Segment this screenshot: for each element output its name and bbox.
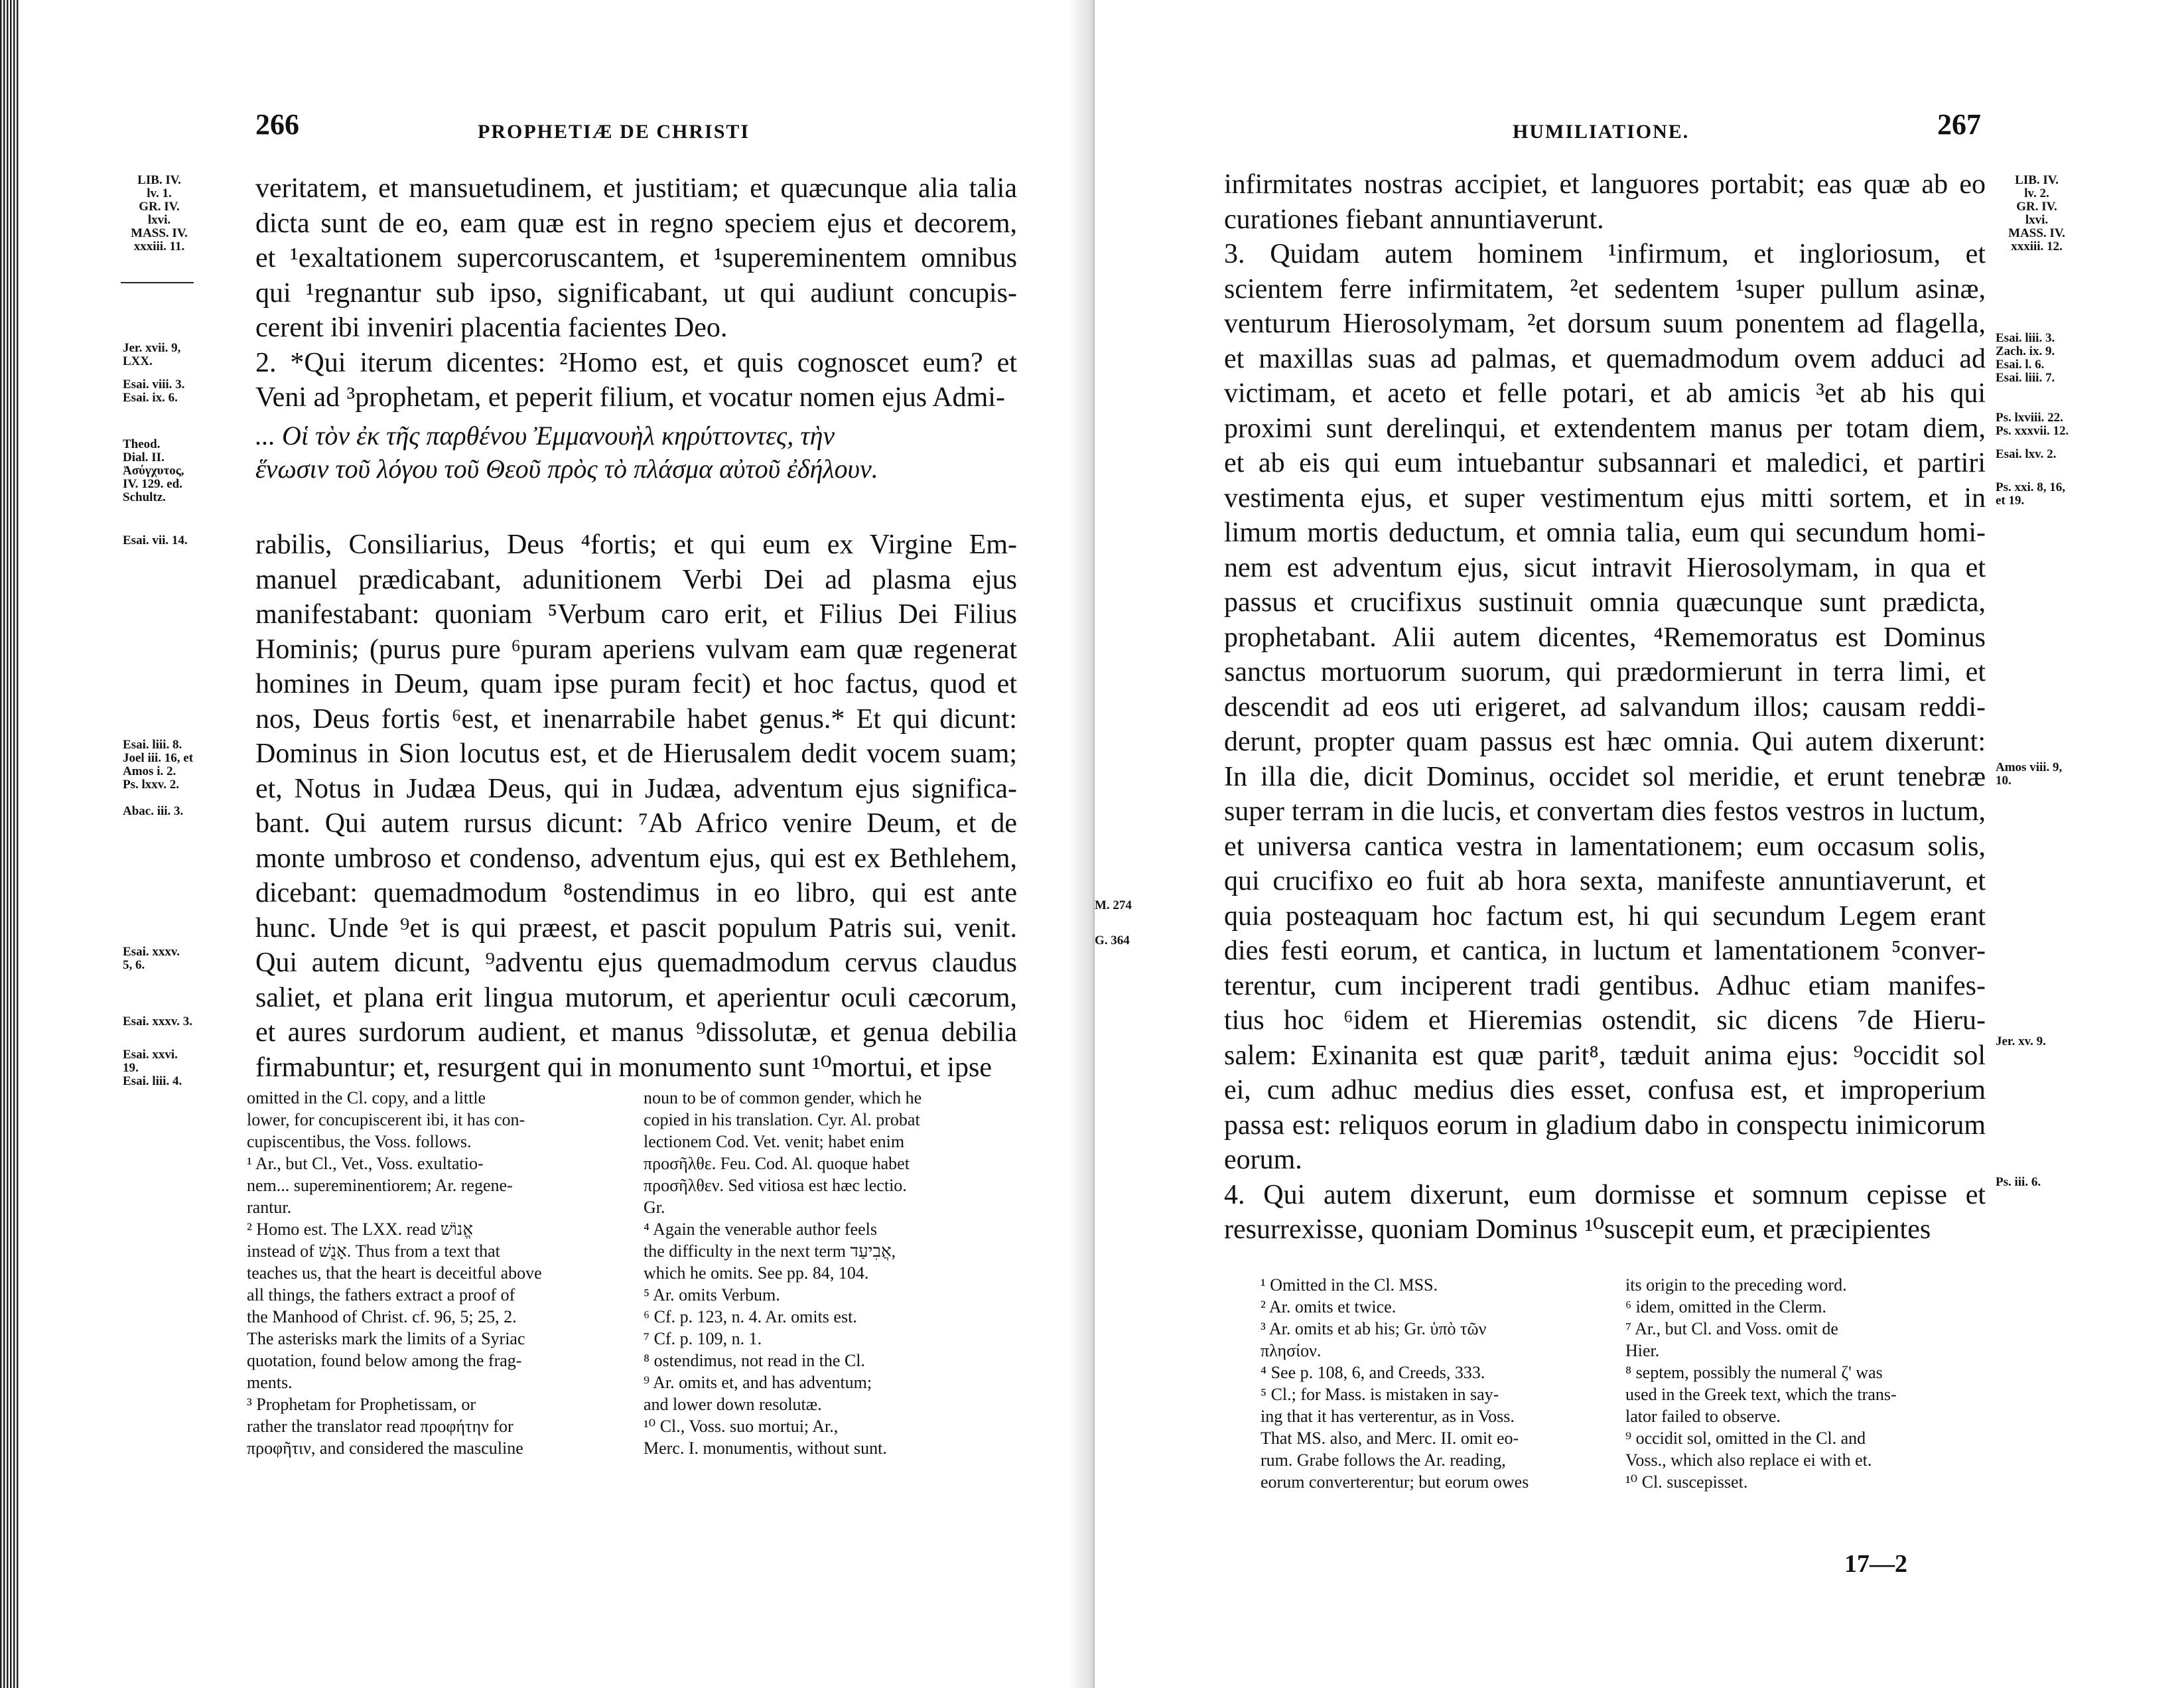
- text-line: et ab eis qui eum intuebantur subsannari et maledici, et partiri: [1224, 448, 1986, 478]
- margin-note-line: xxxiii. 12.: [2011, 240, 2063, 253]
- text-line: Dominus in Sion locutus est, et de Hierusalem dedit vocem suam;: [255, 738, 1017, 769]
- right-running-header: HUMILIATIONE.: [1513, 121, 1690, 143]
- margin-note-line: et 19.: [1996, 494, 2025, 508]
- text-line: vestimenta ejus, et super vestimentum ejus mitti sortem, et in: [1224, 482, 1986, 514]
- signature-mark: 17—2: [1844, 1550, 1907, 1578]
- margin-note: [1996, 332, 2055, 385]
- footnote-line: προφῆτιν, and considered the masculine: [247, 1439, 523, 1458]
- margin-note-line: Dial. II.: [123, 451, 165, 464]
- text-line: venturum Hierosolymam, ²et dorsum suum ponentem ad flagella,: [1224, 309, 1986, 339]
- text-line: manifestabant: quoniam ⁵Verbum caro erit, et Filius Dei Filius: [255, 599, 1017, 630]
- margin-note-line: Jer. xv. 9.: [1996, 1034, 2046, 1048]
- margin-note-line: Abac. iii. 3.: [123, 804, 184, 818]
- margin-note-line: MASS. IV.: [2008, 226, 2065, 240]
- footnote-line: πλησίον.: [1261, 1341, 1322, 1360]
- text-line: 2. *Qui iterum dicentes: ²Homo est, et quis cognoscet eum? et: [255, 347, 1017, 378]
- text-line: curationes fiebant annuntiaverunt.: [1224, 204, 1604, 235]
- text-line: infirmitates nostras accipiet, et languores portabit; eas quæ ab eo: [1224, 169, 1986, 200]
- text-line: terentur, cum inciperent tradi gentibus. Adhuc etiam manifes-: [1224, 970, 1986, 1001]
- text-line: cerent ibi inveniri placentia facientes Deo.: [255, 313, 728, 343]
- footnote-line: ⁴ Again the venerable author feels: [644, 1220, 877, 1239]
- footnote-line: ⁶ Cf. p. 123, n. 4. Ar. omits est.: [644, 1307, 857, 1326]
- text-line: In illa die, dicit Dominus, occidet sol meridie, et erunt tenebræ: [1224, 761, 1986, 792]
- footnote-line: the Manhood of Christ. cf. 96, 5; 25, 2.: [247, 1307, 517, 1326]
- footnote-line: ¹⁰ Cl. suscepisset.: [1625, 1472, 1748, 1492]
- text-line: dicebant: quemadmodum ⁸ostendimus in eo libro, qui est ante: [255, 878, 1017, 908]
- footnote-line: used in the Greek text, which the trans-: [1625, 1385, 1897, 1404]
- margin-note: [123, 1048, 178, 1075]
- text-line: nos, Deus fortis ⁶est, et inenarrabile habet genus.* Et qui dicunt:: [255, 703, 1017, 735]
- footnote-line: omitted in the Cl. copy, and a little: [247, 1088, 486, 1107]
- text-line: Veni ad ³prophetam, et peperit filium, et vocatur nomen ejus Admi-: [255, 382, 1005, 413]
- margin-rule: [121, 282, 194, 283]
- text-line: dicta sunt de eo, eam quæ est in regno speciem ejus et decorem,: [255, 208, 1017, 239]
- footnote-line: lower, for concupiscerent ibi, it has con-: [247, 1110, 525, 1129]
- footnote-line: ¹ Omitted in the Cl. MSS.: [1261, 1275, 1438, 1295]
- margin-note-line: Esai. vii. 14.: [123, 533, 188, 547]
- footnote-line: lectionem Cod. Vet. venit; habet enim: [644, 1132, 905, 1151]
- margin-note-line: 19.: [123, 1061, 139, 1075]
- text-line: firmabuntur; et, resurgent qui in monumento sunt ¹⁰mortui, et ipse: [255, 1052, 992, 1083]
- margin-note-line: Esai. liii. 4.: [123, 1074, 182, 1088]
- margin-note: [123, 1015, 192, 1028]
- margin-note: [1996, 411, 2069, 438]
- margin-note: [123, 342, 180, 368]
- margin-note-line: Theod.: [123, 437, 161, 451]
- margin-note: [123, 174, 196, 253]
- left-page: [0, 0, 1088, 1688]
- footnote-line: ¹ Ar., but Cl., Vet., Voss. exultatio-: [247, 1154, 484, 1173]
- text-line: et maxillas suas ad palmas, et quemadmodum ovem adduci ad: [1224, 343, 1986, 374]
- footnote-line: lator failed to observe.: [1625, 1407, 1781, 1426]
- greek-quotation: [255, 419, 1017, 486]
- footnote-line: ⁸ ostendimus, not read in the Cl.: [644, 1351, 866, 1370]
- margin-note-line: Ps. lxxv. 2.: [123, 778, 179, 792]
- footnote-line: copied in his translation. Cyr. Al. probat: [644, 1110, 920, 1129]
- margin-note: [123, 1075, 182, 1088]
- margin-note-line: Ἀσύγχυτος,: [123, 464, 184, 478]
- text-line: et, Notus in Judæa Deus, qui in Judæa, adventum ejus significa-: [255, 773, 1017, 804]
- footnote-line: προσῆλθε. Feu. Cod. Al. quoque habet: [644, 1154, 910, 1173]
- text-line: super terram in die lucis, et convertam dies festos vestros in luctum,: [1224, 796, 1986, 827]
- margin-note-line: GR. IV.: [2016, 200, 2057, 214]
- footnote-line: rum. Grabe follows the Ar. reading,: [1261, 1450, 1506, 1470]
- text-line: Hominis; (purus pure ⁶puram aperiens vulvam eam quæ regenerat: [255, 634, 1017, 665]
- margin-note: [1997, 174, 2077, 253]
- margin-note-line: Ps. xxxvii. 12.: [1996, 424, 2069, 438]
- footnote-line: ⁹ occidit sol, omitted in the Cl. and: [1625, 1429, 1866, 1448]
- margin-note-line: Esai. xxxv.: [123, 945, 180, 959]
- margin-note-line: Ps. iii. 6.: [1996, 1175, 2041, 1189]
- footnote-line: ⁴ See p. 108, 6, and Creeds, 333.: [1261, 1363, 1485, 1382]
- margin-note: [123, 438, 184, 504]
- text-line: victimam, et aceto et felle potari, et ab amicis ³et ab his qui: [1224, 378, 1986, 409]
- text-line: homines in Deum, quam ipse puram fecit) et hoc factus, quod et: [255, 669, 1017, 699]
- footnote-line: ing that it has verterentur, as in Voss.: [1261, 1407, 1515, 1426]
- footnote-line: Gr.: [644, 1198, 665, 1217]
- right-page: [1095, 0, 2184, 1688]
- edition-mark: M. 274: [1095, 898, 1132, 912]
- footnote-line: ⁹ Ar. omits et, and has adventum;: [644, 1373, 872, 1392]
- text-line: bant. Qui autem rursus dicunt: ⁷Ab Africo venire Deum, et de: [255, 808, 1017, 839]
- edition-mark: G. 364: [1095, 934, 1130, 948]
- footnote-line: ⁵ Cl.; for Mass. is mistaken in say-: [1261, 1385, 1499, 1404]
- margin-note-line: lxvi.: [2025, 213, 2049, 227]
- footnote-line: instead of אָנֻשׁ. Thus from a text that: [247, 1241, 500, 1261]
- right-body-text: [1224, 167, 1986, 1247]
- margin-note-line: xxxiii. 11.: [133, 240, 185, 253]
- right-page-number: 267: [1937, 108, 1981, 141]
- margin-note-line: lxvi.: [147, 213, 171, 227]
- margin-note: [123, 534, 188, 547]
- footnote-line: rather the translator read προφήτην for: [247, 1417, 513, 1436]
- footnote-line: eorum converterentur; but eorum owes: [1261, 1472, 1529, 1492]
- text-line: passus et crucifixus sustinuit omnia quæcunque sunt prædicta,: [1224, 587, 1986, 618]
- greek-line: ἕνωσιν τοῦ λόγου τοῦ Θεοῦ πρὸς τὸ πλάσμα αὐτοῦ ἐδήλουν.: [255, 454, 878, 484]
- footnote-line: ⁷ Cf. p. 109, n. 1.: [644, 1329, 762, 1348]
- margin-note-line: Schultz.: [123, 490, 166, 504]
- footnote-line: nem... supereminentiorem; Ar. regene-: [247, 1176, 513, 1195]
- margin-note-line: LXX.: [123, 354, 153, 368]
- text-line: eorum.: [1224, 1145, 1302, 1175]
- footnote-line: ³ Prophetam for Prophetissam, or: [247, 1395, 476, 1414]
- margin-note: [1996, 448, 2056, 461]
- left-body-text: [255, 171, 1017, 415]
- text-line: monte umbroso et condenso, adventum ejus, qui est ex Bethlehem,: [255, 843, 1017, 874]
- margin-note: [1996, 481, 2065, 508]
- left-footnotes-column-1: [247, 1087, 615, 1459]
- text-line: ei, cum adhuc medius dies esset, confusa est, et improperium: [1224, 1075, 1986, 1105]
- footnote-line: which he omits. See pp. 84, 104.: [644, 1263, 869, 1283]
- text-line: salem: Exinanita est quæ parit⁸, tæduit anima ejus: ⁹occidit sol: [1224, 1040, 1986, 1071]
- text-line: nem est adventum ejus, sicut intravit Hierosolymam, in qua et: [1224, 552, 1986, 583]
- margin-note: [123, 738, 193, 792]
- margin-note-line: Ps. xxi. 8, 16,: [1996, 480, 2066, 494]
- left-body-text-continued: [255, 528, 1017, 1085]
- margin-note-line: Esai. viii. 3.: [123, 378, 185, 391]
- text-line: qui crucifixo eo fuit ab hora sexta, manifeste annuntiaverunt, et: [1224, 866, 1986, 896]
- right-footnotes-column-1: [1261, 1274, 1605, 1493]
- footnote-line: all things, the fathers extract a proof of: [247, 1285, 515, 1304]
- margin-note-line: Amos viii. 9,: [1996, 760, 2063, 774]
- footnote-line: the difficulty in the next term אֲבִיעַד,: [644, 1241, 896, 1261]
- margin-note-line: LIB. IV.: [137, 173, 181, 187]
- margin-note: [123, 946, 180, 972]
- left-footnotes-column-2: [644, 1087, 1015, 1459]
- text-line: dies festi eorum, et cantica, in luctum et lamentationem ⁵conver-: [1224, 936, 1986, 966]
- footnote-line: ¹⁰ Cl., Voss. suo mortui; Ar.,: [644, 1417, 839, 1436]
- text-line: Qui autem dicunt, ⁹adventu ejus quemadmodum cervus claudus: [255, 948, 1017, 978]
- text-line: qui ¹regnantur sub ipso, significabant, ut qui audiunt concupis-: [255, 277, 1017, 309]
- text-line: hunc. Unde ⁹et is qui præest, et pascit populum Patris sui, venit.: [255, 912, 1017, 944]
- left-running-header: PROPHETIÆ DE CHRISTI: [478, 121, 750, 143]
- text-line: quia posteaquam hoc factum est, hi qui secundum Legem erant: [1224, 900, 1986, 932]
- margin-note-line: Esai. xxvi.: [123, 1048, 178, 1062]
- footnote-line: teaches us, that the heart is deceitful above: [247, 1263, 542, 1283]
- text-line: 3. Quidam autem hominem ¹infirmum, et ingloriosum, et: [1224, 239, 1986, 269]
- text-line: et aures surdorum audient, et manus ⁹dissolutæ, et genua debilia: [255, 1017, 1017, 1048]
- margin-note: [123, 378, 184, 405]
- footnote-line: ² Homo est. The LXX. read אֱנוֹשׁ: [247, 1220, 473, 1239]
- margin-note-line: lv. 1.: [147, 186, 172, 200]
- footnote-line: That MS. also, and Merc. II. omit eo-: [1261, 1429, 1519, 1448]
- footnote-line: rantur.: [247, 1198, 292, 1217]
- text-line: limum mortis deductum, et omnia talia, eum qui secundum homi-: [1224, 518, 1986, 548]
- margin-note: [123, 805, 183, 818]
- footnote-line: ⁸ septem, possibly the numeral ζ' was: [1625, 1363, 1883, 1382]
- margin-note-line: GR. IV.: [139, 200, 180, 214]
- footnote-line: ³ Ar. omits et ab his; Gr. ὑπὸ τῶν: [1261, 1319, 1487, 1338]
- footnote-line: The asterisks mark the limits of a Syriac: [247, 1329, 525, 1348]
- margin-note-line: Ps. lxviii. 22.: [1996, 411, 2063, 425]
- footnote-line: quotation, found below among the frag-: [247, 1351, 522, 1370]
- footnote-line: ⁶ idem, omitted in the Clerm.: [1625, 1297, 1826, 1316]
- footnote-line: ⁵ Ar. omits Verbum.: [644, 1285, 780, 1304]
- margin-note: [1996, 1176, 2041, 1189]
- margin-note-line: 10.: [1996, 774, 2012, 788]
- text-line: passa est: reliquos eorum in gladium dabo in conspectu inimicorum: [1224, 1109, 1986, 1141]
- text-line: proximi sunt derelinqui, et extendentem manus per totam diem,: [1224, 413, 1986, 444]
- greek-line: ... Οἱ τὸν ἐκ τῆς παρθένου Ἐμμανουὴλ κηρύττοντες, τὴν: [255, 421, 835, 451]
- margin-note-line: Esai. lxv. 2.: [1996, 447, 2057, 461]
- margin-note-line: Amos i. 2.: [123, 764, 176, 778]
- text-line: veritatem, et mansuetudinem, et justitiam; et quæcunque alia talia: [255, 173, 1017, 204]
- footnote-line: and lower down resolutæ.: [644, 1395, 822, 1414]
- text-line: et universa cantica vestra in lamentationem; eum occasum solis,: [1224, 831, 1986, 862]
- margin-note-line: Esai. liii. 8.: [123, 738, 182, 752]
- footnote-line: ments.: [247, 1373, 293, 1392]
- text-line: et ¹exaltationem supercoruscantem, et ¹supereminentem omnibus: [255, 243, 1017, 273]
- margin-note-line: MASS. IV.: [131, 226, 188, 240]
- text-line: prophetabant. Alii autem dicentes, ⁴Rememoratus est Dominus: [1224, 622, 1986, 653]
- footnote-line: Merc. I. monumentis, without sunt.: [644, 1439, 887, 1458]
- footnote-line: cupiscentibus, the Voss. follows.: [247, 1132, 472, 1151]
- footnote-line: ² Ar. omits et twice.: [1261, 1297, 1397, 1316]
- text-line: 4. Qui autem dixerunt, eum dormisse et somnum cepisse et: [1224, 1179, 1986, 1210]
- margin-note: [1996, 1035, 2046, 1048]
- footnote-line: noun to be of common gender, which he: [644, 1088, 922, 1107]
- text-line: scientem ferre infirmitatem, ²et sedentem ¹super pullum asinæ,: [1224, 273, 1986, 305]
- margin-note: [1996, 761, 2062, 788]
- margin-note-line: Esai. xxxv. 3.: [123, 1015, 193, 1028]
- footnote-line: προσῆλθεν. Sed vitiosa est hæc lectio.: [644, 1176, 907, 1195]
- text-line: manuel prædicabant, adunitionem Verbi Dei ad plasma ejus: [255, 564, 1017, 595]
- footnote-line: ⁷ Ar., but Cl. and Voss. omit de: [1625, 1319, 1838, 1338]
- margin-note-line: LIB. IV.: [2015, 173, 2059, 187]
- book-edge: [0, 0, 20, 1688]
- text-line: tius hoc ⁶idem et Hieremias ostendit, sic dicens ⁷de Hieru-: [1224, 1005, 1986, 1036]
- margin-note-line: lv. 2.: [2024, 186, 2049, 200]
- margin-note-line: Esai. ix. 6.: [123, 391, 178, 405]
- footnote-line: Voss., which also replace ei with et.: [1625, 1450, 1872, 1470]
- text-line: saliet, et plana erit lingua mutorum, et aperientur oculi cæcorum,: [255, 982, 1017, 1013]
- text-line: rabilis, Consiliarius, Deus ⁴fortis; et qui eum ex Virgine Em-: [255, 529, 1017, 560]
- right-footnotes-column-2: [1625, 1274, 1984, 1493]
- text-line: resurrexisse, quoniam Dominus ¹⁰suscepit eum, et præcipientes: [1224, 1214, 1931, 1245]
- margin-note-line: Zach. ix. 9.: [1996, 344, 2055, 358]
- margin-note-line: Esai. l. 6.: [1996, 358, 2045, 372]
- text-line: descendit ad eos uti erigeret, ad salvandum illos; causam reddi-: [1224, 691, 1986, 723]
- margin-note-line: Esai. liii. 7.: [1996, 371, 2055, 385]
- margin-note-line: Joel iii. 16, et: [123, 751, 194, 765]
- margin-note-line: Jer. xvii. 9,: [123, 341, 181, 355]
- text-line: sanctus mortuorum suorum, qui prædormierunt in terra limi, et: [1224, 657, 1986, 687]
- margin-note-line: 5, 6.: [123, 958, 145, 972]
- left-page-number: 266: [255, 108, 299, 141]
- footnote-line: Hier.: [1625, 1341, 1660, 1360]
- margin-note-line: Esai. liii. 3.: [1996, 331, 2055, 345]
- text-line: derunt, propter quam passus est hæc omnia. Qui autem dixerunt:: [1224, 727, 1986, 757]
- margin-note-line: IV. 129. ed.: [123, 477, 182, 491]
- footnote-line: its origin to the preceding word.: [1625, 1275, 1847, 1295]
